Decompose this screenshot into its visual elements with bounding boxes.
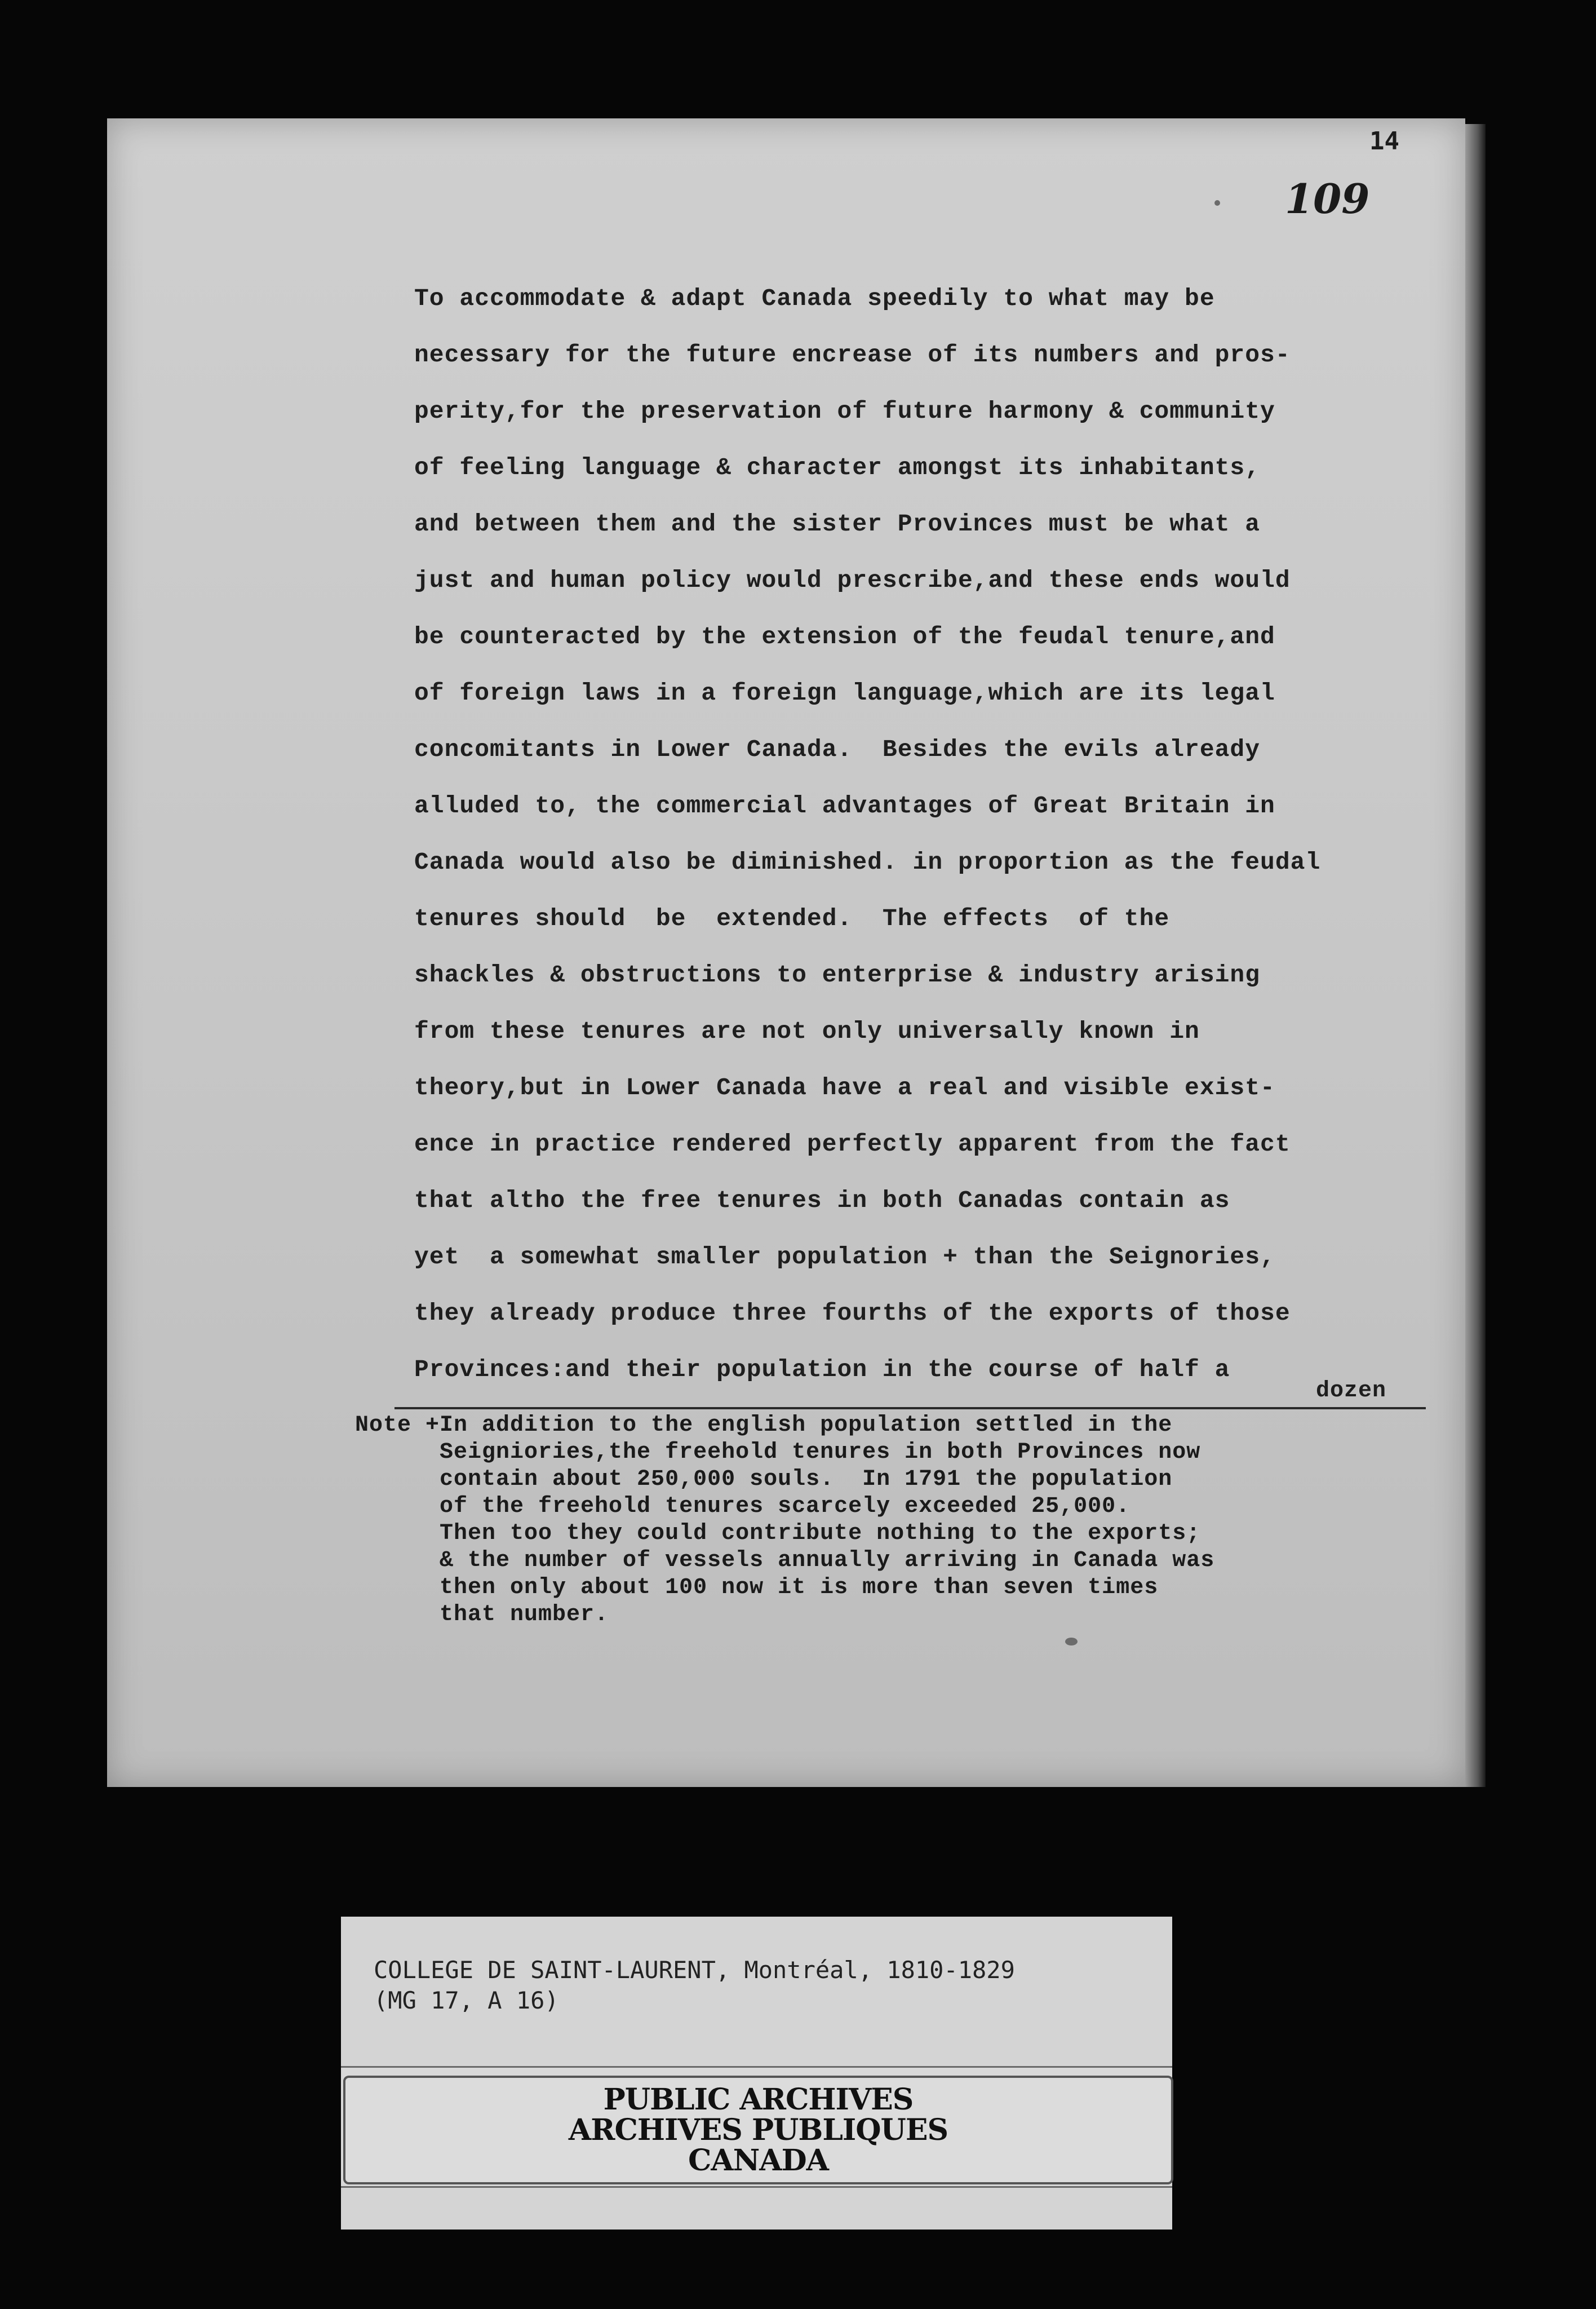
stamp-line-english: PUBLIC ARCHIVES bbox=[603, 2082, 914, 2117]
body-line: of feeling language & character amongst its inhabitants, bbox=[414, 454, 1261, 481]
body-line: they already produce three fourths of the exports of those bbox=[414, 1299, 1291, 1327]
body-line: necessary for the future encrease of its numbers and pros- bbox=[414, 341, 1291, 369]
archive-label-card bbox=[341, 1917, 1172, 2230]
footnote bbox=[355, 1412, 1454, 1629]
footnote-first-line bbox=[355, 1412, 1454, 1439]
footnote-line: In addition to the english population settled in the bbox=[440, 1413, 1173, 1438]
body-line: Provinces:and their population in the course of half a bbox=[414, 1356, 1230, 1383]
collection-reference: (MG 17, A 16) bbox=[374, 1987, 559, 2014]
speck-mark bbox=[1214, 200, 1220, 206]
footnote-label: Note + bbox=[355, 1413, 440, 1438]
catchword: dozen bbox=[1316, 1378, 1387, 1404]
footnote-line: Seigniories,the freehold tenures in both Provinces now bbox=[440, 1440, 1201, 1465]
footnote-line: Then too they could contribute nothing to the exports; bbox=[440, 1521, 1201, 1546]
speck-mark bbox=[1065, 1638, 1078, 1646]
body-line: perity,for the preservation of future harmony & community bbox=[414, 397, 1275, 425]
body-line: ence in practice rendered perfectly apparent from the fact bbox=[414, 1130, 1291, 1158]
body-line: of foreign laws in a foreign language,which are its legal bbox=[414, 679, 1275, 707]
body-line: just and human policy would prescribe,and these ends would bbox=[414, 567, 1291, 594]
body-line: be counteracted by the extension of the feudal tenure,and bbox=[414, 623, 1275, 651]
archives-stamp bbox=[341, 2066, 1172, 2188]
footnote-line: of the freehold tenures scarcely exceeded 25,000. bbox=[440, 1494, 1130, 1519]
body-line: that altho the free tenures in both Canadas contain as bbox=[414, 1187, 1230, 1214]
body-line: shackles & obstructions to enterprise & industry arising bbox=[414, 961, 1261, 989]
page-number-small: 14 bbox=[1369, 127, 1399, 156]
footnote-line: that number. bbox=[440, 1602, 609, 1627]
stamp-line-country: CANADA bbox=[688, 2143, 829, 2178]
collection-title: COLLEGE DE SAINT-LAURENT, Montréal, 1810-1829 bbox=[374, 1956, 1015, 1984]
footnote-line: contain about 250,000 souls. In 1791 the population bbox=[440, 1467, 1173, 1492]
page-number-large: 109 bbox=[1285, 175, 1370, 223]
body-line: from these tenures are not only universally known in bbox=[414, 1018, 1200, 1045]
body-line: To accommodate & adapt Canada speedily to what may be bbox=[414, 285, 1215, 312]
footnote-rule bbox=[394, 1407, 1426, 1409]
body-line: theory,but in Lower Canada have a real and visible exist- bbox=[414, 1074, 1275, 1102]
body-text bbox=[414, 276, 1440, 1404]
footnote-line: then only about 100 now it is more than seven times bbox=[440, 1575, 1159, 1600]
body-line: alluded to, the commercial advantages of Great Britain in bbox=[414, 792, 1275, 820]
footnote-line: & the number of vessels annually arriving in Canada was bbox=[440, 1548, 1215, 1573]
stamp-frame bbox=[343, 2076, 1173, 2184]
body-line: yet a somewhat smaller population + than the Seignories, bbox=[414, 1243, 1275, 1271]
page-edge bbox=[1465, 124, 1486, 1787]
stamp-line-french: ARCHIVES PUBLIQUES bbox=[568, 2113, 948, 2147]
body-line: concomitants in Lower Canada. Besides the evils already bbox=[414, 736, 1261, 763]
body-line: Canada would also be diminished. in proportion as the feudal bbox=[414, 848, 1321, 876]
body-line: tenures should be extended. The effects of the bbox=[414, 905, 1170, 932]
body-line: and between them and the sister Provinces must be what a bbox=[414, 510, 1261, 538]
